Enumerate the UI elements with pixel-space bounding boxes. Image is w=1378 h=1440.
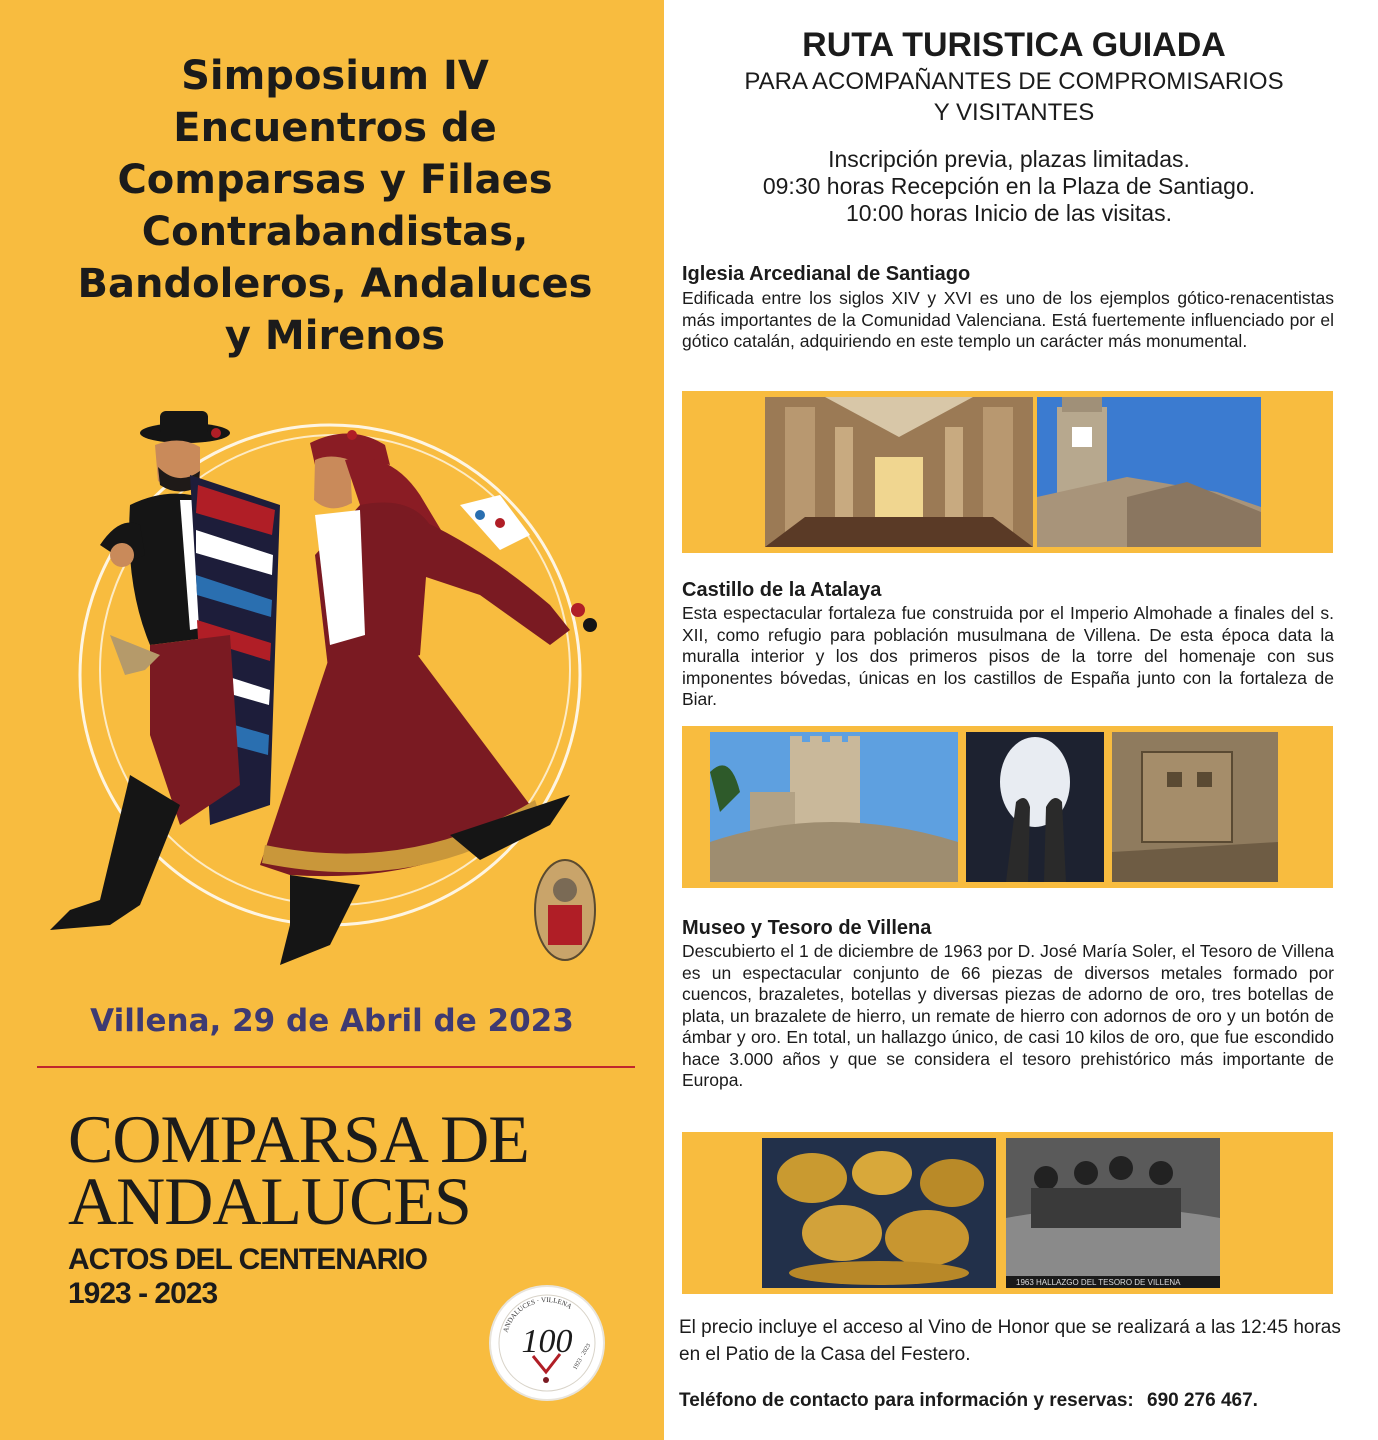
route-subtitle <box>664 66 1364 128</box>
section-text-iglesia: Edificada entre los siglos XIV y XVI es uno de los ejemplos gótico-renacentistas más importantes de la Comunidad Valenciana. Está fuertemente influenciado por el gótico catalán, adquiriendo en este templo un carácter más monumental. <box>682 288 1334 351</box>
info-line: 09:30 horas Recepción en la Plaza de Santiago. <box>762 173 1256 199</box>
title-line: Simposium IV <box>181 53 489 99</box>
divider-line <box>37 1066 635 1068</box>
contact-label: Teléfono de contacto para información y reservas: <box>679 1390 1134 1411</box>
photo-strip-castillo <box>682 726 1333 888</box>
title-line: y Mirenos <box>224 313 446 359</box>
seal-ring-text: ANDALUCES · VILLENA <box>501 1295 574 1334</box>
title-line: Comparsas y Filaes <box>117 157 553 203</box>
church-exterior-photo <box>1037 397 1261 547</box>
info-line: Inscripción previa, plazas limitadas. <box>828 146 1190 172</box>
section-heading-iglesia: Iglesia Arcedianal de Santiago <box>682 263 971 285</box>
title-line: Contrabandistas, <box>141 209 529 255</box>
title-line: Encuentros de <box>173 105 497 151</box>
dancers-illustration <box>30 405 630 985</box>
photo-caption: 1963 HALLAZGO DEL TESORO DE VILLENA <box>1016 1278 1181 1287</box>
castle-photo <box>710 732 958 882</box>
castle-vault-photo <box>966 732 1104 882</box>
seal-number: 100 <box>521 1323 573 1360</box>
right-panel <box>664 0 1378 1440</box>
comparsa-line: COMPARSA DE <box>68 1101 529 1177</box>
section-heading-castillo: Castillo de la Atalaya <box>682 579 882 601</box>
title-line: Bandoleros, Andaluces <box>77 261 593 307</box>
event-date: Villena, 29 de Abril de 2023 <box>90 1003 574 1039</box>
route-title: RUTA TURISTICA GUIADA <box>802 26 1226 64</box>
section-heading-museo: Museo y Tesoro de Villena <box>682 917 932 939</box>
route-info <box>664 146 1354 227</box>
left-panel <box>0 0 664 1440</box>
photo-strip-iglesia <box>682 391 1333 553</box>
church-interior-photo <box>765 397 1033 547</box>
symposium-title <box>20 50 650 362</box>
centenary-label: ACTOS DEL CENTENARIO <box>68 1243 427 1276</box>
seal-years: 1923 · 2023 <box>572 1342 593 1371</box>
info-line: 10:00 horas Inicio de las visitas. <box>845 200 1172 226</box>
subtitle-line: PARA ACOMPAÑANTES DE COMPROMISARIOS <box>744 68 1284 95</box>
contact-phone[interactable]: 690 276 467. <box>1147 1390 1258 1411</box>
subtitle-line: Y VISITANTES <box>933 99 1095 126</box>
comparsa-emblem <box>535 860 595 960</box>
comparsa-name <box>68 1101 529 1239</box>
centenary-years: 1923 - 2023 <box>68 1277 218 1310</box>
section-text-museo: Descubierto el 1 de diciembre de 1963 por D. José María Soler, el Tesoro de Villena es un espectacular conjunto de 66 piezas de diversos metales formado por cuencos, brazaletes, botellas y diversas piezas de adorno de oro, tres botellas de plata, un brazalete de hierro, un remate de hierro con adornos de oro y un botón de ámbar y oro. En total, un hallazgo único, de casi 10 kilos de oro, que fue escondido hace 3.000 años y que se considera el tesoro prehistórico más importante de Europa. <box>682 941 1334 1090</box>
treasure-photo <box>762 1138 996 1288</box>
contact-line <box>679 1390 1258 1412</box>
photo-strip-museo <box>682 1132 1333 1294</box>
centenary-block <box>68 1243 427 1311</box>
comparsa-line: ANDALUCES <box>68 1163 471 1239</box>
discovery-photo <box>1006 1138 1220 1288</box>
centenary-seal <box>488 1284 606 1402</box>
footer-note: El precio incluye el acceso al Vino de Honor que se realizará a las 12:45 horas en el Patio de la Casa del Festero. <box>679 1317 1341 1365</box>
castle-drawing-photo <box>1112 732 1278 882</box>
section-text-castillo: Esta espectacular fortaleza fue construida por el Imperio Almohade a finales del s. XII, como refugio para población musulmana de Villena. De esta época data la muralla interior y los dos primeros pisos de la torre del homenaje con sus imponentes bóvedas, únicas en los castillos de España junto con la fortaleza de Biar. <box>682 603 1334 709</box>
